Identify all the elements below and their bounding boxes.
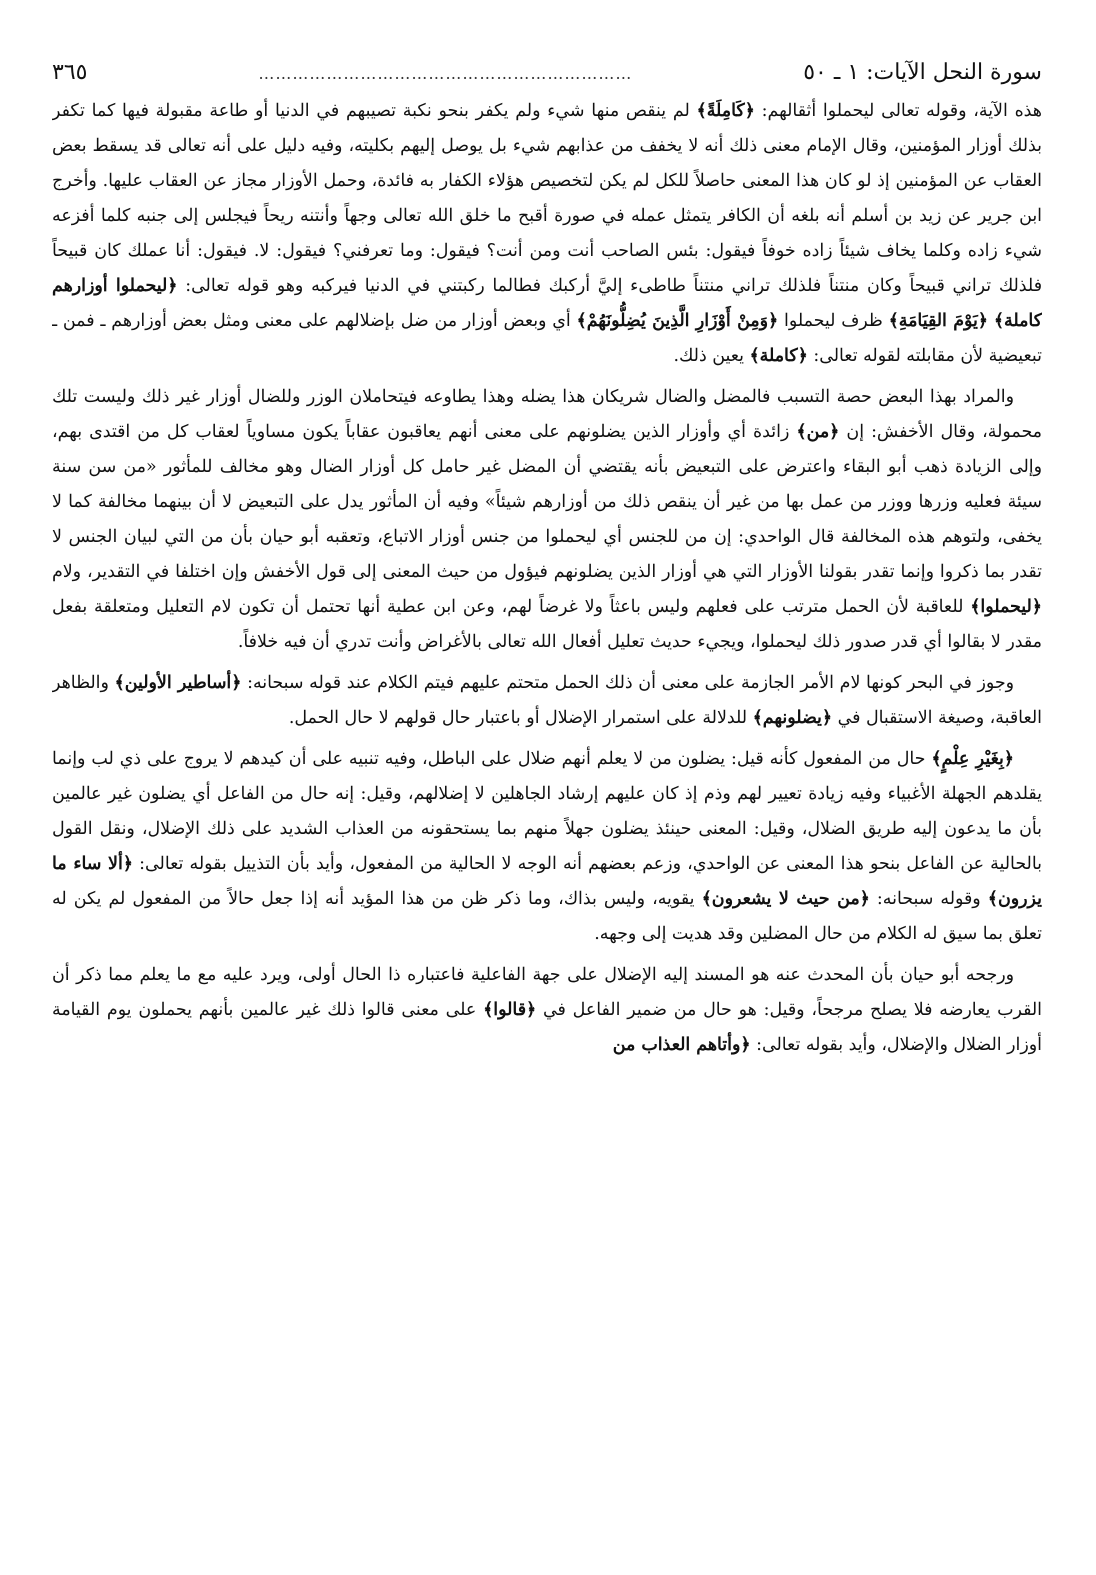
text-segment: على معنى قالوا ذلك غير عالمين بأنهم يحملون يوم القيامة أوزار الضلال والإضلال، وأيد بقوله تعالى: bbox=[52, 1000, 1042, 1055]
paragraph bbox=[52, 94, 1042, 374]
running-title: سورة النحل الآيات: ١ ـ ٥٠ bbox=[803, 60, 1042, 85]
running-header bbox=[52, 56, 1042, 90]
text-segment: والظاهر العاقبة، وصيغة الاستقبال في bbox=[52, 673, 1042, 728]
quran-quote: ﴿كَامِلَةً﴾ bbox=[696, 101, 755, 121]
text-segment: وقوله سبحانه: bbox=[869, 889, 988, 909]
quran-quote: ﴿وأتاهم العذاب من bbox=[612, 1035, 751, 1055]
text-segment: للعاقبة لأن الحمل مترتب على فعلهم وليس باعثاً ولا غرضاً لهم، وعن ابن عطية أنها تحتمل أن تكون لام التعليل ومتعلقة بفعل مقدر لا بقالوا أي قدر صدور ذلك ليحملوا، ويجيء حديث تعليل أفعال الله تعالى بالأغراض وأنت تدري أن فيه خلافاً. bbox=[52, 597, 1042, 652]
quran-quote: ﴿ألا ساء ما يزرون﴾ bbox=[52, 854, 1042, 909]
paragraph bbox=[52, 958, 1042, 1063]
quran-quote: ﴿يَوْمَ القِيَامَةِ﴾ bbox=[888, 311, 988, 331]
quran-quote: ﴿أساطير الأولين﴾ bbox=[114, 673, 242, 693]
page-number: ٣٦٥ bbox=[52, 60, 88, 85]
paragraph bbox=[52, 666, 1042, 736]
text-segment: لم ينقص منها شيء ولم يكفر بنحو نكبة تصيبهم في الدنيا أو طاعة مقبولة فيها كما تكفر بذلك أوزار المؤمنين، وقال الإمام معنى ذلك أنه لا يخفف من عذابهم شيء بل يوصل إليهم بكليته، وفيه دليل على أنه تعالى قد يسقط بعض العقاب عن المؤمنين إذ لو كان هذا المعنى حاصلاً للكل لم يكن لتخصيص هؤلاء الكفار به فائدة، وحمل الأوزار مجاز عن العقاب عليها. وأخرج ابن جرير عن زيد بن أسلم أنه بلغه أن الكافر يتمثل عمله في صورة أقبح ما خلق الله تعالى وجهاً وأنتنه ريحاً فيجلس إلى جنبه كلما أفزعه شيء زاده وكلما يخاف شيئاً زاده خوفاً فيقول: بئس الصاحب أنت ومن أنت؟ فيقول: وما تعرفني؟ فيقول: لا. فيقول: أنا عملك كان قبيحاً فلذلك تراني قبيحاً وكان منتناً فلذلك تراني منتناً طاطىء إليَّ أركبك فطالما ركبتني في الدنيا فيركبه وهو قوله تعالى: bbox=[52, 101, 1042, 296]
text-segment: ظرف ليحملوا bbox=[778, 311, 889, 331]
text-segment: والمراد بهذا البعض حصة التسبب فالمضل والضال شريكان هذا يضله وهذا يطاوعه فيتحاملان الوزر وللضال أوزار غير ذلك وليست تلك محمولة، وقال الأخفش: إن bbox=[52, 387, 1042, 442]
text-segment: ورجحه أبو حيان بأن المحدث عنه هو المسند إليه الإضلال على جهة الفاعلية فاعتباره ذا الحال أولى، ويرد عليه مع ما يعلم مما ذكر أن القرب يعارضه فلا يصلح مرجحاً، وقيل: هو حال من ضمير الفاعل في bbox=[52, 965, 1042, 1020]
text-segment: يعين ذلك. bbox=[673, 346, 750, 366]
quran-quote: ﴿من﴾ bbox=[796, 422, 840, 442]
text-segment: يقويه، وليس بذاك، وما ذكر ظن من هذا المؤيد أنه إذا جعل حالاً من المفعول لم يكن له تعلق بما سيق له الكلام من حال المضلين وقد هديت إلى وجهه. bbox=[52, 889, 1042, 944]
text-segment: للدلالة على استمرار الإضلال أو باعتبار حال قولهم لا حال الحمل. bbox=[288, 708, 753, 728]
quran-quote: ﴿ليحملوا أوزارهم كاملة﴾ bbox=[52, 276, 1042, 331]
quran-quote: ﴿قالوا﴾ bbox=[483, 1000, 537, 1020]
text-segment: حال من المفعول كأنه قيل: يضلون من لا يعلم أنهم ضلال على الباطل، وفيه تنبيه على أن كيدهم لا يروج على ذي لب وإنما يقلدهم الجهلة الأغبياء وفيه زيادة تعيير لهم وذم إذ كان عليهم إرشاد الجاهلين لا إضلالهم، وقيل: إنه حال من الفاعل أي يضلون غير عالمين بأن ما يدعون إليه طريق الضلال، وقيل: المعنى حينئذ يضلون جهلاً منهم بما يستحقونه من العذاب الشديد على ذلك الإضلال، ونقل القول بالحالية عن الفاعل بنحو هذا المعنى عن الواحدي، وزعم بعضهم أنه الوجه لا الحالية من المفعول، وأيد بأن التذييل بقوله تعالى: bbox=[52, 749, 1042, 874]
text-segment: وجوز في البحر كونها لام الأمر الجازمة على معنى أن ذلك الحمل متحتم عليهم فيتم الكلام عند قوله سبحانه: bbox=[241, 673, 1014, 693]
quran-quote: ﴿ليحملوا﴾ bbox=[970, 597, 1042, 617]
quran-quote: ﴿بِغَيْرِ عِلْمٍ﴾ bbox=[931, 749, 1014, 769]
paragraph bbox=[52, 742, 1042, 952]
quran-quote: ﴿كاملة﴾ bbox=[749, 346, 808, 366]
text-segment: أي وبعض أوزار من ضل بإضلالهم على معنى ومثل بعض أوزارهم ـ فمن ـ تبعيضية لأن مقابلته لقوله تعالى: bbox=[52, 311, 1042, 366]
quran-quote: ﴿يضلونهم﴾ bbox=[752, 708, 833, 728]
page-body bbox=[52, 94, 1042, 1063]
header-leader-dots: ………………………………………………………… bbox=[258, 64, 633, 83]
paragraph bbox=[52, 380, 1042, 660]
book-page bbox=[52, 56, 1042, 1546]
quran-quote: ﴿وَمِنْ أَوْزَارِ الَّذِينَ يُضِلُّونَهُمْ﴾ bbox=[576, 311, 779, 331]
quran-quote: ﴿من حيث لا يشعرون﴾ bbox=[701, 889, 870, 909]
text-segment: هذه الآية، وقوله تعالى ليحملوا أثقالهم: bbox=[754, 101, 1042, 121]
text-segment: زائدة أي وأوزار الذين يضلونهم على معنى أنهم يعاقبون عقاباً يكون مساوياً لعقاب كل من اقتدى بهم، وإلى الزيادة ذهب أبو البقاء واعترض على التبعيض بأنه يقتضي أن المضل غير حامل كل أوزار الضال وهو مخالف للمأثور «من سن سنة سيئة فعليه وزرها ووزر من عمل بها من غير أن ينقص ذلك من أوزارهم شيئاً» وفيه أن المأثور يدل على التبعيض لا أن بينهما مخالفة كما لا يخفى، ولتوهم هذه المخالفة قال الواحدي: إن من للجنس أي ليحملوا من جنس أوزار الاتباع، وتعقبه أبو حيان بأن من التي لبيان الجنس لا تقدر بما ذكروا وإنما تقدر بقولنا الأوزار التي هي أوزار الذين يضلونهم فيؤول من حيث المعنى إلى قول الأخفش وإن اختلفا في التقدير، ولام bbox=[52, 422, 1042, 582]
